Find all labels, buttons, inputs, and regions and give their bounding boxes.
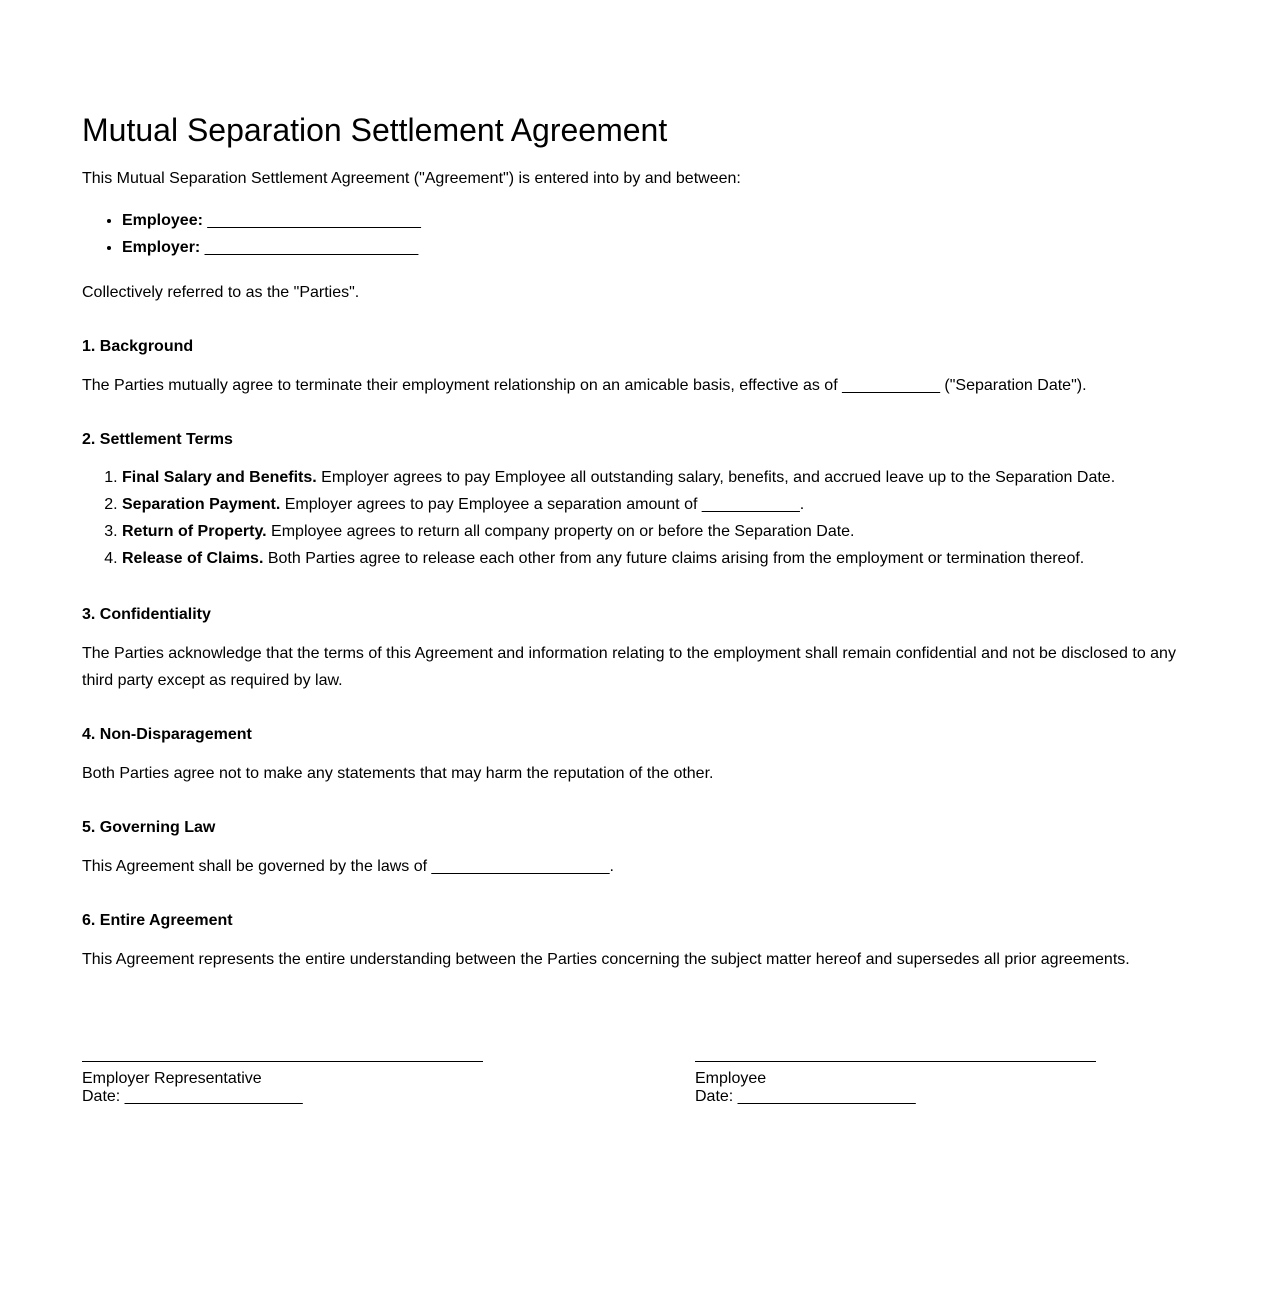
- section-heading-non-disparagement: 4. Non-Disparagement: [82, 726, 252, 743]
- date-label: Date:: [82, 1088, 121, 1105]
- term-item: [122, 491, 1115, 518]
- term-item: [122, 464, 1115, 491]
- signature-block-employee: [695, 1052, 1096, 1106]
- term-label: Return of Property.: [122, 523, 267, 540]
- signature-line: [82, 1061, 483, 1062]
- parties-list: [82, 207, 421, 261]
- background-text: The Parties mutually agree to terminate their employment relationship on an amicable basis, effective as of ___________ ("Separation Date").: [82, 377, 1087, 394]
- party-label: Employer:: [122, 239, 201, 256]
- party-employer: [122, 234, 421, 261]
- employer-blank: ________________________: [200, 239, 419, 256]
- signature-date: [695, 1088, 1096, 1106]
- signature-line: [695, 1061, 1096, 1062]
- signatory-name: Employer Representative: [82, 1070, 262, 1087]
- date-blank: ____________________: [120, 1088, 303, 1105]
- document-title: Mutual Separation Settlement Agreement: [82, 112, 668, 148]
- party-employee: [122, 207, 421, 234]
- term-label: Separation Payment.: [122, 496, 281, 513]
- confidentiality-text-line1: The Parties acknowledge that the terms of this Agreement and information relating to the employment shall remain confidential and not be disclosed to any: [82, 645, 1176, 662]
- confidentiality-text-line2: third party except as required by law.: [82, 672, 343, 689]
- section-heading-governing-law: 5. Governing Law: [82, 819, 216, 836]
- intro-paragraph: This Mutual Separation Settlement Agreement ("Agreement") is entered into by and between:: [82, 170, 741, 187]
- term-item: [122, 545, 1115, 572]
- entire-agreement-text: This Agreement represents the entire understanding between the Parties concerning the subject matter hereof and supersedes all prior agreements.: [82, 951, 1130, 968]
- term-item: [122, 518, 1115, 545]
- term-label: Release of Claims.: [122, 550, 264, 567]
- section-heading-confidentiality: 3. Confidentiality: [82, 606, 211, 623]
- collective-paragraph: Collectively referred to as the "Parties".: [82, 284, 360, 301]
- term-label: Final Salary and Benefits.: [122, 469, 317, 486]
- settlement-terms-list: [82, 464, 1115, 572]
- section-heading-settlement-terms: 2. Settlement Terms: [82, 431, 233, 448]
- signature-date: [82, 1088, 483, 1106]
- signature-block-employer: [82, 1052, 483, 1106]
- term-text: Both Parties agree to release each other from any future claims arising from the employment or termination thereof.: [263, 550, 1085, 567]
- party-label: Employee:: [122, 212, 203, 229]
- date-blank: ____________________: [733, 1088, 916, 1105]
- signatory-name: Employee: [695, 1070, 767, 1087]
- date-label: Date:: [695, 1088, 734, 1105]
- employee-blank: ________________________: [202, 212, 421, 229]
- term-text: Employer agrees to pay Employee a separation amount of ___________.: [280, 496, 805, 513]
- term-text: Employee agrees to return all company property on or before the Separation Date.: [266, 523, 855, 540]
- term-text: Employer agrees to pay Employee all outstanding salary, benefits, and accrued leave up to the Separation Date.: [316, 469, 1116, 486]
- non-disparagement-text: Both Parties agree not to make any statements that may harm the reputation of the other.: [82, 765, 714, 782]
- section-heading-entire-agreement: 6. Entire Agreement: [82, 912, 233, 929]
- section-heading-background: 1. Background: [82, 338, 194, 355]
- governing-law-text: This Agreement shall be governed by the laws of ____________________.: [82, 858, 614, 875]
